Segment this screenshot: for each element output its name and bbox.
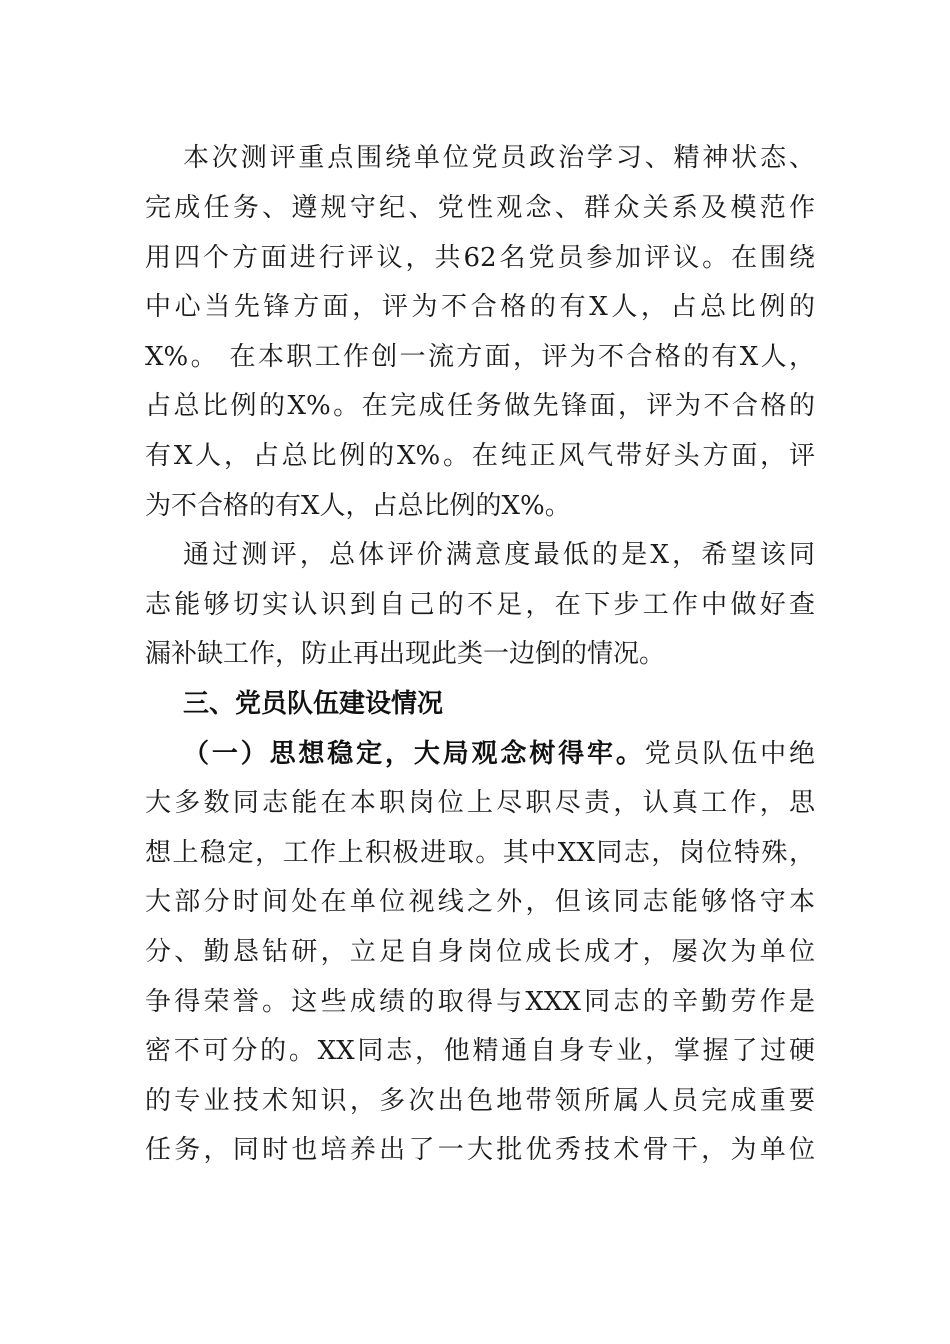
paragraph-1-line-4: 中心当先锋方面，评为不合格的有X人，占总比例的: [145, 292, 815, 322]
paragraph-3-line-8: 的专业技术知识，多次出色地带领所属人员完成重要: [145, 1086, 815, 1116]
paragraph-3-line-3: 想上稳定，工作上积极进取。其中XX同志，岗位特殊，: [145, 838, 815, 868]
section-heading: 三、党员队伍建设情况: [183, 689, 444, 719]
paragraph-3-line-4: 大部分时间处在单位视线之外，但该同志能够恪守本: [145, 887, 815, 917]
paragraph-3-line-6: 争得荣誉。这些成绩的取得与XXX同志的辛勤劳作是: [145, 987, 815, 1017]
paragraph-1-line-7: 有X人，占总比例的X%。在纯正风气带好头方面，评: [145, 441, 815, 471]
paragraph-2-line-1: 通过测评，总体评价满意度最低的是X，希望该同: [183, 540, 815, 570]
paragraph-2-line-3: 漏补缺工作，防止再出现此类一边倒的情况。: [145, 639, 666, 669]
paragraph-3-line-7: 密不可分的。XX同志，他精通自身专业，掌握了过硬: [145, 1036, 815, 1066]
paragraph-1-line-1: 本次测评重点围绕单位党员政治学习、精神状态、: [183, 143, 815, 173]
paragraph-1-line-6: 占总比例的X%。在完成任务做先锋面，评为不合格的: [145, 391, 815, 421]
paragraph-2-line-2: 志能够切实认识到自己的不足，在下步工作中做好查: [145, 590, 815, 620]
paragraph-1-line-3: 用四个方面进行评议，共62名党员参加评议。在围绕: [145, 243, 815, 273]
paragraph-3-lead-text: 党员队伍中绝: [644, 739, 815, 769]
subsection-title: （一）思想稳定，大局观念树得牢。: [183, 739, 645, 769]
paragraph-1-line-5: X%。 在本职工作创一流方面，评为不合格的有X人，: [145, 342, 815, 372]
paragraph-1-line-2: 完成任务、遵规守纪、党性观念、群众关系及模范作: [145, 193, 815, 223]
paragraph-3-line-9: 任务，同时也培养出了一大批优秀技术骨干，为单位: [145, 1135, 815, 1165]
paragraph-3-line-1: [183, 734, 815, 774]
paragraph-3-line-5: 分、勤恳钻研，立足自身岗位成长成才，屡次为单位: [145, 937, 815, 967]
paragraph-3-line-2: 大多数同志能在本职岗位上尽职尽责，认真工作，思: [145, 788, 815, 818]
paragraph-1-line-8: 为不合格的有X人，占总比例的X%。: [145, 491, 571, 521]
